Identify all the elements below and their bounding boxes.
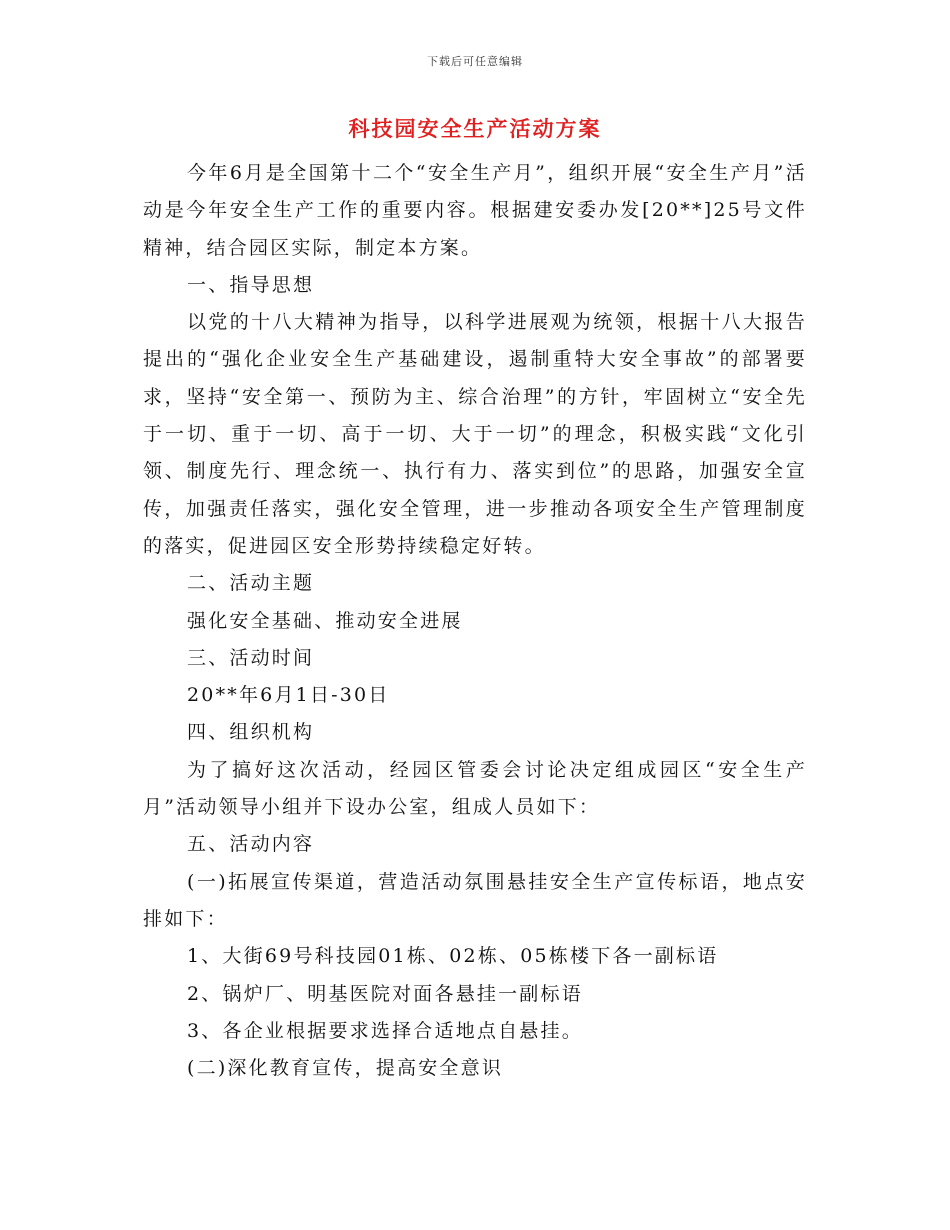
list-item-1: 1、大街69号科技园01栋、02栋、05栋楼下各一副标语 — [187, 945, 719, 968]
document-body — [143, 155, 807, 1087]
section-heading-activity-time: 三、活动时间 — [187, 646, 315, 669]
list-item-3: 3、各企业根据要求选择合适地点自悬挂。 — [187, 1019, 583, 1042]
section-heading-organization: 四、组织机构 — [187, 721, 315, 744]
content-item-one: (一)拓展宣传渠道，营造活动氛围悬挂安全生产宣传标语，地点安排如下： — [143, 870, 807, 930]
intro-paragraph: 今年6月是全国第十二个“安全生产月”，组织开展“安全生产月”活动是今年安全生产工作的重要内容。根据建安委办发[20**]25号文件精神，结合园区实际，制定本方案。 — [143, 162, 807, 259]
header-note: 下载后可任意编辑 — [427, 55, 523, 68]
activity-theme-text: 强化安全基础、推动安全进展 — [187, 609, 463, 632]
organization-paragraph: 为了搞好这次活动，经园区管委会讨论决定组成园区“安全生产月”活动领导小组并下设办公室，组成人员如下： — [143, 758, 807, 819]
content-item-two: (二)深化教育宣传，提高安全意识 — [187, 1057, 504, 1080]
document-title: 科技园安全生产活动方案 — [348, 116, 602, 141]
guiding-ideology-paragraph: 以党的十八大精神为指导，以科学进展观为统领，根据十八大报告提出的“强化企业安全生产基础建设，遏制重特大安全事故”的部署要求，坚持“安全第一、预防为主、综合治理”的方针，牢固树立“安全先于一切、重于一切、高于一切、大于一切”的理念，积极实践“文化引领、制度先行、理念统一、执行有力、落实到位”的思路，加强安全宣传，加强责任落实，强化安全管理，进一步推动各项安全生产管理制度的落实，促进园区安全形势持续稳定好转。 — [143, 311, 807, 557]
activity-time-text: 20**年6月1日-30日 — [187, 684, 390, 707]
list-item-2: 2、锅炉厂、明基医院对面各悬挂一副标语 — [187, 982, 583, 1005]
section-heading-activity-theme: 二、活动主题 — [187, 572, 315, 595]
section-heading-activity-content: 五、活动内容 — [187, 833, 315, 856]
section-heading-guiding-ideology: 一、指导思想 — [187, 273, 315, 296]
